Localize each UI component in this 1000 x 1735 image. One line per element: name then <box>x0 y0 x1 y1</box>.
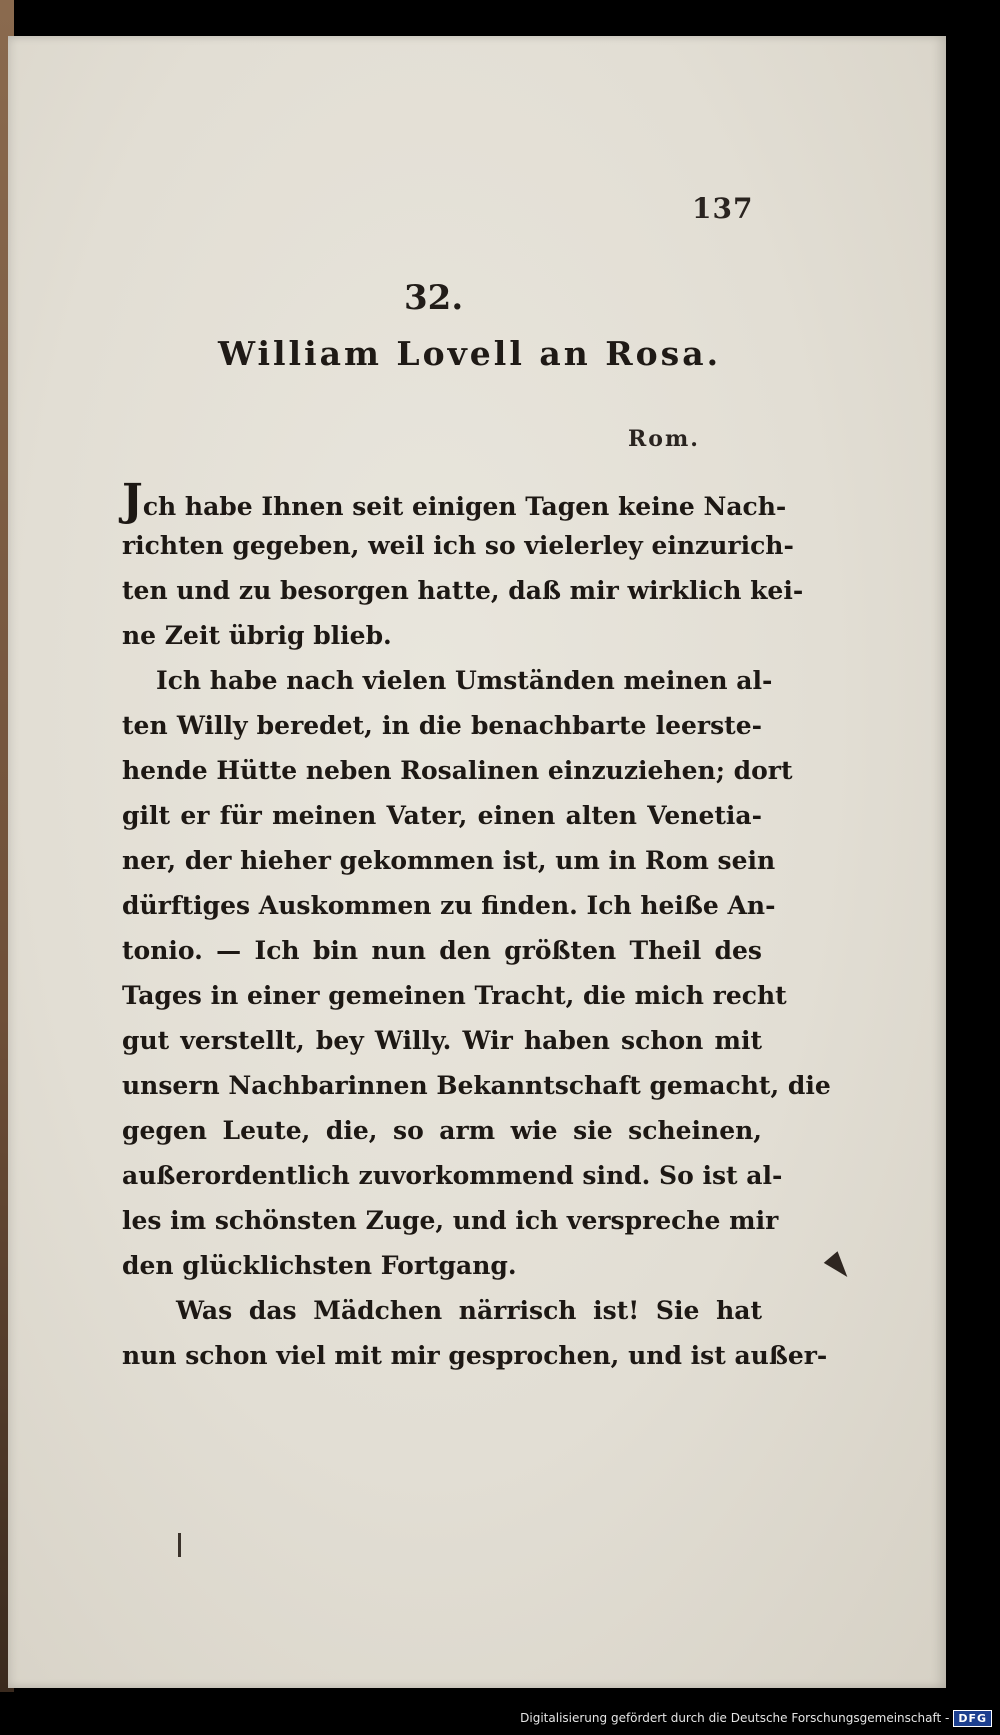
text-line: ner, der hieher gekommen ist, um in Rom sein <box>122 846 776 875</box>
dfg-logo-icon: DFG <box>953 1710 992 1727</box>
text-line: gegen Leute, die, so arm wie sie scheinen, <box>122 1116 762 1145</box>
ink-stroke <box>178 1533 181 1557</box>
page-number: 137 <box>692 192 754 225</box>
text-line: ten und zu besorgen hatte, daß mir wirklich kei- <box>122 576 804 605</box>
text-line: gut verstellt, bey Willy. Wir haben schon mit <box>122 1026 762 1055</box>
credit-text: Digitalisierung gefördert durch die Deutsche Forschungsgemeinschaft - <box>520 1711 950 1725</box>
text-line: ten Willy beredet, in die benachbarte leerste- <box>122 711 762 740</box>
text-line: dürftiges Auskommen zu finden. Ich heiße An- <box>122 891 776 920</box>
text-line: Ich habe nach vielen Umständen meinen al- <box>156 666 773 695</box>
text-line: les im schönsten Zuge, und ich verspreche mir <box>122 1206 779 1235</box>
letter-number: 32. <box>404 278 464 318</box>
text-line: tonio. — Ich bin nun den größten Theil des <box>122 936 762 965</box>
letter-body <box>122 475 831 1378</box>
text-line: hende Hütte neben Rosalinen einzuziehen; dort <box>122 756 793 785</box>
text-line: Was das Mädchen närrisch ist! Sie hat <box>176 1296 762 1325</box>
place-line: Rom. <box>628 426 700 452</box>
text-line: unsern Nachbarinnen Bekanntschaft gemacht, die <box>122 1071 831 1100</box>
text-line: nun schon viel mit mir gesprochen, und ist außer- <box>122 1341 828 1370</box>
text-line-content: ch habe Ihnen seit einigen Tagen keine Nach- <box>142 492 787 521</box>
text-line: gilt er für meinen Vater, einen alten Venetia- <box>122 801 762 830</box>
digitization-credit <box>520 1707 992 1729</box>
text-line: den glücklichsten Fortgang. <box>122 1251 517 1280</box>
text-line: Tages in einer gemeinen Tracht, die mich recht <box>122 981 787 1010</box>
drop-cap: J <box>122 475 143 526</box>
text-line <box>122 475 787 526</box>
letter-title: William Lovell an Rosa. <box>218 334 722 373</box>
text-line: ne Zeit übrig blieb. <box>122 621 392 650</box>
text-line: richten gegeben, weil ich so vielerley einzurich- <box>122 531 794 560</box>
text-line: außerordentlich zuvorkommend sind. So ist al- <box>122 1161 783 1190</box>
